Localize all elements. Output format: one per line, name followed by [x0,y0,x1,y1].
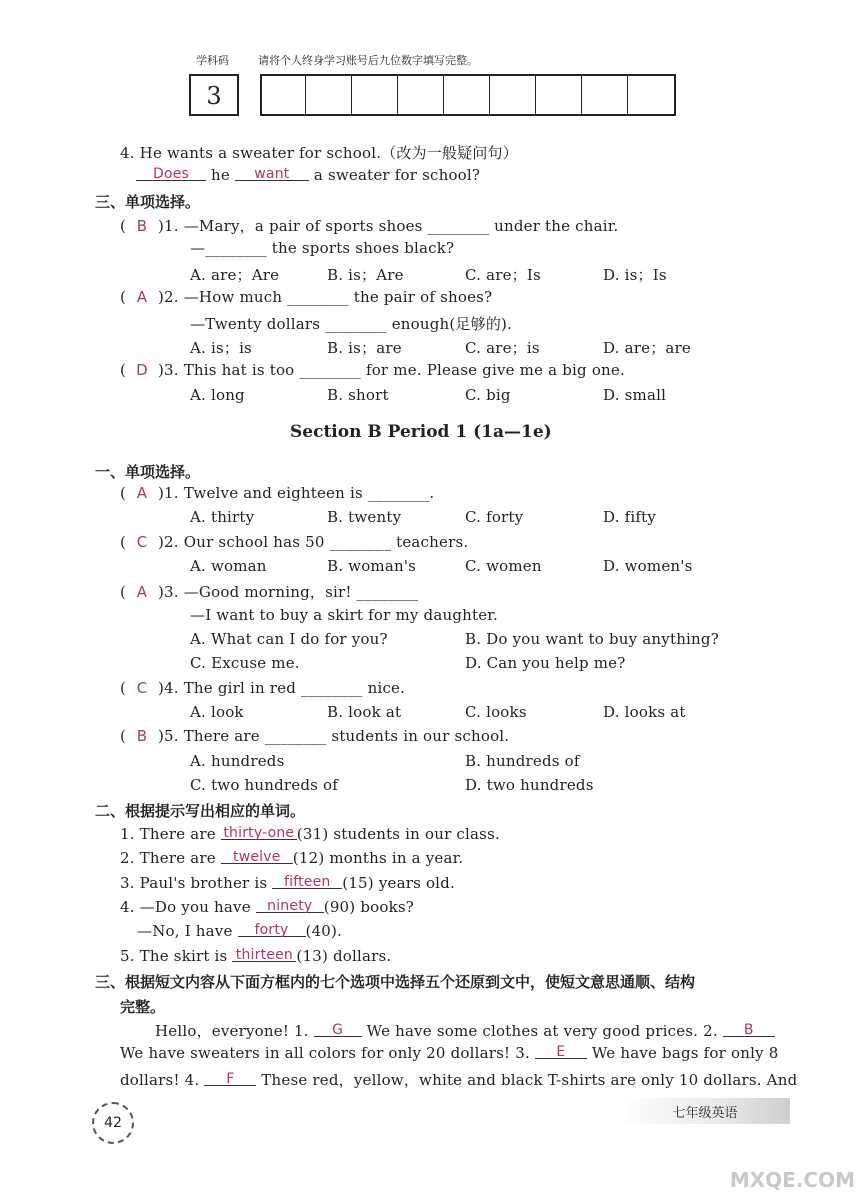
subject-code-label: 学科码 [196,54,229,67]
choice-line2: —I want to buy a skirt for my daughter. [190,606,498,624]
choice-question: )1. Twelve and eighteen is ________. [158,484,435,502]
page-number: 42 [104,1115,122,1131]
option-b: B. short [327,386,389,404]
passage-line [120,1069,797,1090]
subject-code-box [189,74,239,116]
choice-question: )2. Our school has 50 ________ teachers. [158,533,469,551]
section-title: Section B Period 1 (1a—1e) [290,422,552,442]
choice-item: ( C )4. The girl in red ________ nice. [120,679,406,697]
fill-suffix: (90) books? [323,898,415,916]
choice-item: ( A )2. —How much ________ the pair of shoes? [120,288,493,306]
option-c: C. Excuse me. [190,654,300,672]
option-a: A. hundreds [190,752,285,770]
part-d-title: 三、根据短文内容从下面方框内的七个选项中选择五个还原到文中，使短文意思通顺、结构 [95,973,696,991]
choice-item: ( D )3. This hat is too ________ for me. Please give me a big one. [120,361,625,379]
fill-prefix: 4. —Do you have [120,898,251,916]
option-c: C. are；Is [465,266,541,284]
part-b-title: 一、单项选择。 [95,463,201,481]
fill-suffix: (12) months in a year. [292,849,464,867]
choice-item: ( A )3. —Good morning，sir! ________ [120,583,419,601]
fill-answer: thirteen [235,947,293,963]
passage-line [155,1020,775,1041]
option-c: C. big [465,386,511,404]
account-cell-divider [306,74,352,116]
fill-prefix: 3. Paul's brother is [120,874,268,892]
option-c: C. women [465,557,542,575]
fill-prefix: 2. There are [120,849,216,867]
option-a: A. thirty [190,508,255,526]
option-d: D. fifty [603,508,657,526]
option-b: B. is；Are [327,266,404,284]
fill-suffix: (13) dollars. [296,947,392,965]
choice-answer: B [136,217,148,235]
fill-answer: forty [254,922,289,938]
choice-question: )1. —Mary，a pair of sports shoes ________ under the chair. [158,217,619,235]
option-a: A. What can I do for you? [190,630,388,648]
account-cell-divider [352,74,398,116]
book-label-text: 七年级英语 [672,1105,738,1121]
option-c: C. are；is [465,339,540,357]
choice-line2: —________ the sports shoes black? [190,239,455,257]
option-d: D. is；Is [603,266,667,284]
option-b: B. Do you want to buy anything? [465,630,719,648]
passage-answer-2: B [743,1022,754,1038]
passage-line [120,1044,778,1062]
fill-suffix: (31) students in our class. [296,825,500,843]
account-cell-divider [444,74,490,116]
choice-answer: A [136,484,148,502]
option-d: D. small [603,386,667,404]
choice-answer: C [136,533,148,551]
choice-answer: A [136,288,148,306]
fill-suffix: (15) years old. [342,874,455,892]
choice-item: ( B )5. There are ________ students in our school. [120,727,510,745]
passage-text: We have sweaters in all colors for only 20 dollars! 3. [120,1044,530,1062]
fill-answer: ninety [267,898,313,914]
account-cell-divider [398,74,444,116]
option-d: D. are；are [603,339,692,357]
passage-text: dollars! 4. [120,1071,200,1089]
fill-item [137,922,342,940]
section-3-title: 三、单项选择。 [95,193,201,211]
option-b: B. hundreds of [465,752,580,770]
option-a: A. look [190,703,244,721]
fill-prefix: —No, I have [137,922,233,940]
option-d: D. Can you help me? [465,654,626,672]
choice-item: ( C )2. Our school has 50 ________ teachers. [120,533,469,551]
part-d-title-cont: 完整。 [120,998,166,1016]
option-b: B. woman's [327,557,417,575]
choice-answer: C [136,679,148,697]
fill-prefix: 5. The skirt is [120,947,228,965]
account-cell-divider [536,74,582,116]
option-b: B. twenty [327,508,402,526]
choice-question: )5. There are ________ students in our school. [158,727,510,745]
passage-answer-1: G [332,1022,344,1038]
choice-question: )2. —How much ________ the pair of shoes? [158,288,493,306]
choice-item: ( B )1. —Mary，a pair of sports shoes ________ under the chair. [120,217,619,235]
account-cell-divider [582,74,628,116]
passage-text: We have bags for only 8 [591,1044,779,1062]
passage-answer-4: F [226,1071,235,1087]
q4-text-tail: a sweater for school? [313,166,481,184]
fill-item [120,898,414,916]
q4-answer-1: Does [152,166,190,182]
account-instruction: 请将个人终身学习账号后九位数字填写完整。 [258,54,478,67]
passage-text: These red，yellow，white and black T-shirts are only 10 dollars. And [261,1071,798,1089]
fill-item [120,947,391,965]
option-b: B. look at [327,703,402,721]
site-watermark: MXQE.COM [729,1168,855,1192]
choice-answer: B [136,727,148,745]
choice-question: )3. —Good morning，sir! ________ [158,583,419,601]
passage-answer-3: E [556,1044,566,1060]
fill-item [120,825,500,843]
choice-item: ( A )1. Twelve and eighteen is ________. [120,484,435,502]
fill-answer: twelve [233,849,281,865]
choice-answer: A [136,583,148,601]
q4-answer-line [136,166,480,184]
option-a: A. woman [190,557,267,575]
choice-question: )4. The girl in red ________ nice. [158,679,406,697]
option-d: D. looks at [603,703,686,721]
fill-answer: thirty-one [223,825,295,841]
passage-text: We have some clothes at very good prices. 2. [366,1022,718,1040]
option-b: B. is；are [327,339,402,357]
option-c: C. two hundreds of [190,776,339,794]
subject-code-value: 3 [206,82,222,110]
option-d: D. two hundreds [465,776,594,794]
part-c-title: 二、根据提示写出相应的单词。 [95,802,306,820]
option-c: C. looks [465,703,527,721]
option-a: A. are；Are [190,266,280,284]
fill-prefix: 1. There are [120,825,216,843]
q4-prompt: 4. He wants a sweater for school.（改为一般疑问句） [120,144,518,162]
page-number-badge [92,1102,134,1144]
q4-answer-2: want [254,166,290,182]
book-label [620,1098,790,1124]
choice-line2: —Twenty dollars ________ enough(足够的). [190,315,513,333]
fill-item [120,874,455,892]
choice-question: )3. This hat is too ________ for me. Please give me a big one. [158,361,625,379]
fill-suffix: (40). [305,922,343,940]
fill-answer: fifteen [284,874,331,890]
passage-text: Hello，everyone! 1. [155,1022,309,1040]
option-c: C. forty [465,508,524,526]
account-cell-divider [260,74,306,116]
fill-item [120,849,463,867]
option-a: A. long [190,386,245,404]
choice-answer: D [136,361,148,379]
option-d: D. women's [603,557,693,575]
option-a: A. is；is [190,339,252,357]
account-cell-divider [490,74,536,116]
q4-text-he: he [210,166,230,184]
